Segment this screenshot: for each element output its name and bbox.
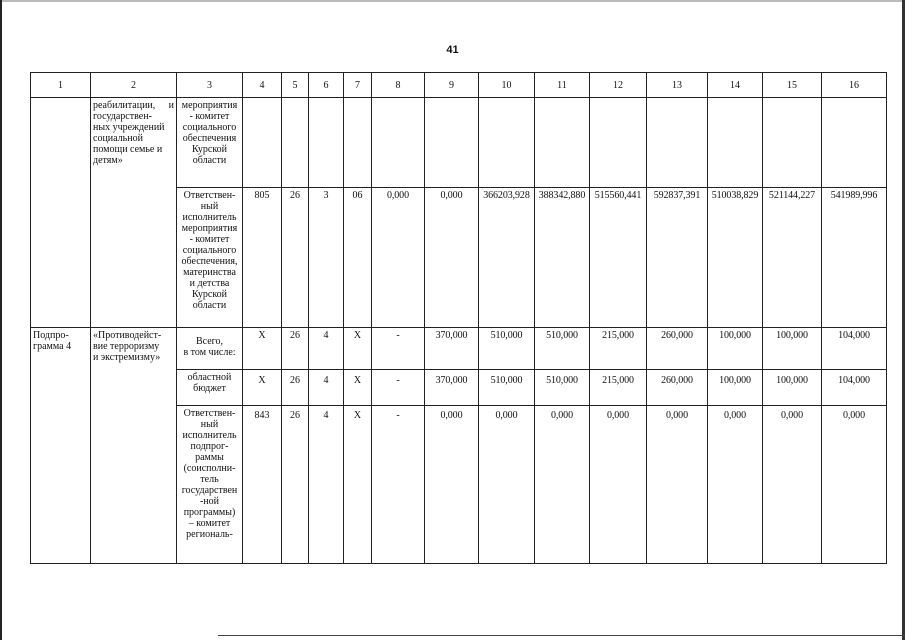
cell-value: 100,000 [763,370,822,406]
scan-left-edge [0,0,2,640]
cell-subprogram-number: Подпро- грамма 4 [31,328,91,564]
cell-value: 260,000 [647,328,708,370]
cell-value: 0,000 [763,406,822,564]
cell-empty [822,98,887,188]
cell-code: Х [344,328,372,370]
header-cell: 7 [344,73,372,98]
cell-value: 592837,391 [647,188,708,328]
cell-value: 0,000 [822,406,887,564]
header-cell: 15 [763,73,822,98]
cell-empty [763,98,822,188]
cell-value: 370,000 [425,328,479,370]
cell-value: 521144,227 [763,188,822,328]
cell-value: 0,000 [425,188,479,328]
cell-value: 541989,996 [822,188,887,328]
cell-code: 805 [243,188,282,328]
cell-value: 510,000 [479,370,535,406]
cell-value: 100,000 [708,370,763,406]
cell-code: 26 [282,370,309,406]
cell-code: 843 [243,406,282,564]
cell-empty [31,98,91,328]
cell-empty [372,98,425,188]
cell-executor: Всего, в том числе: [177,328,243,370]
cell-code: 26 [282,188,309,328]
cell-empty [647,98,708,188]
table-header-row [31,73,887,98]
cell-value: 0,000 [535,406,590,564]
cell-executor: Ответствен- ный исполнитель подпрог- раммы (соисполни- тель государствен -ной программы) – комитет региональ- [177,406,243,564]
header-cell: 14 [708,73,763,98]
cell-executor: Ответствен- ный исполнитель мероприятия - комитет социального обеспечения, материнства и детства Курской области [177,188,243,328]
cell-value: 515560,441 [590,188,647,328]
header-cell: 1 [31,73,91,98]
header-cell: 13 [647,73,708,98]
scan-bottom-line [218,635,905,636]
header-cell: 8 [372,73,425,98]
cell-value: - [372,406,425,564]
cell-code: 06 [344,188,372,328]
cell-code: 3 [309,188,344,328]
cell-code: Х [243,328,282,370]
header-cell: 6 [309,73,344,98]
cell-value: 215,000 [590,328,647,370]
cell-value: 510,000 [535,370,590,406]
cell-empty [479,98,535,188]
cell-value: 260,000 [647,370,708,406]
cell-value: 0,000 [425,406,479,564]
header-cell: 11 [535,73,590,98]
header-cell: 4 [243,73,282,98]
cell-value: 104,000 [822,328,887,370]
header-cell: 12 [590,73,647,98]
table-row [31,328,887,370]
header-cell: 3 [177,73,243,98]
header-cell: 5 [282,73,309,98]
cell-value: 0,000 [479,406,535,564]
cell-value: 510,000 [535,328,590,370]
cell-value: 0,000 [372,188,425,328]
cell-executor: областной бюджет [177,370,243,406]
cell-empty [425,98,479,188]
cell-code: Х [243,370,282,406]
cell-value: 366203,928 [479,188,535,328]
cell-value: 0,000 [590,406,647,564]
cell-value: 100,000 [708,328,763,370]
cell-value: 510,000 [479,328,535,370]
cell-empty [708,98,763,188]
cell-empty [344,98,372,188]
cell-value: - [372,370,425,406]
cell-value: 215,000 [590,370,647,406]
header-cell: 2 [91,73,177,98]
cell-code: 4 [309,328,344,370]
scan-top-edge [0,0,905,2]
cell-value: 510038,829 [708,188,763,328]
cell-code: Х [344,370,372,406]
cell-empty [282,98,309,188]
cell-code: 26 [282,328,309,370]
header-cell: 16 [822,73,887,98]
cell-value: 0,000 [708,406,763,564]
table-row [31,98,887,188]
cell-value: 370,000 [425,370,479,406]
cell-executor: мероприятия - комитет социального обеспечения Курской области [177,98,243,188]
header-cell: 9 [425,73,479,98]
cell-empty [243,98,282,188]
budget-table [30,72,887,564]
cell-code: 4 [309,406,344,564]
cell-program-name: реабилитации, и государствен- ных учреждений социальной помощи семье и детям» [91,98,177,328]
cell-subprogram-name: «Противодейст- вие терроризму и экстремизму» [91,328,177,564]
cell-value: - [372,328,425,370]
page-number: 41 [446,44,459,56]
cell-value: 104,000 [822,370,887,406]
cell-code: Х [344,406,372,564]
cell-value: 0,000 [647,406,708,564]
cell-empty [309,98,344,188]
cell-code: 4 [309,370,344,406]
header-cell: 10 [479,73,535,98]
cell-empty [535,98,590,188]
cell-code: 26 [282,406,309,564]
cell-empty [590,98,647,188]
cell-value: 100,000 [763,328,822,370]
cell-value: 388342,880 [535,188,590,328]
